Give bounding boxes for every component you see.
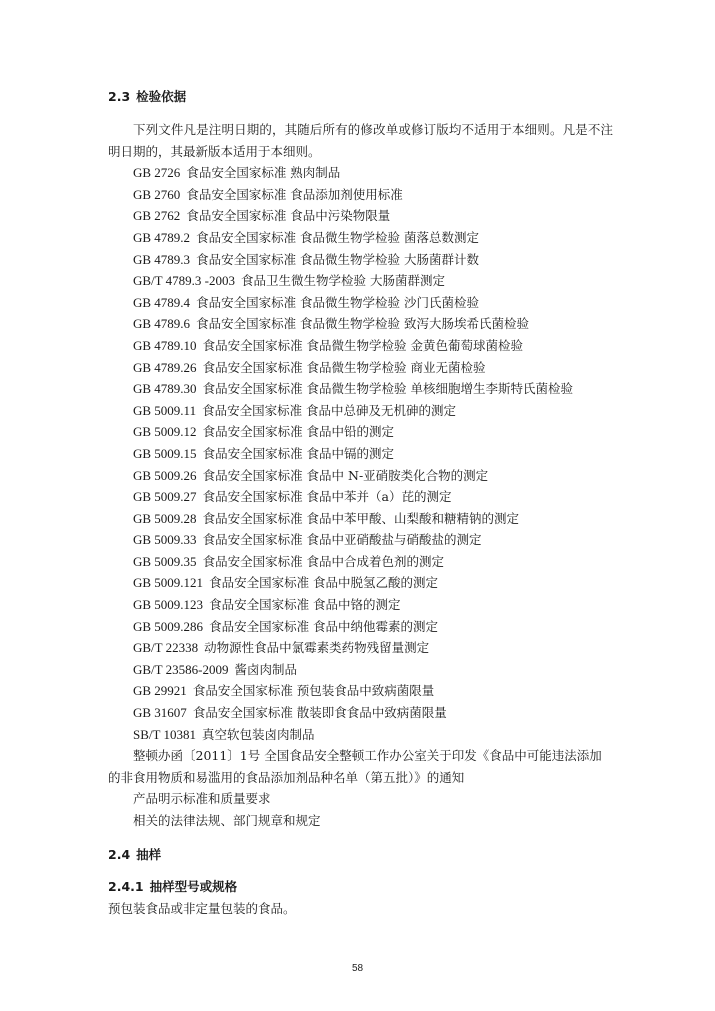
reference-code: GB 29921	[133, 683, 187, 699]
reference-code: GB 2762	[133, 208, 181, 224]
reference-code: GB 5009.35	[133, 553, 197, 569]
reference-code: GB 5009.15	[133, 445, 197, 461]
reference-item	[108, 162, 613, 184]
reference-title: 食品安全国家标准 食品中 N-亚硝胺类化合物的测定	[202, 467, 489, 483]
reference-code: GB 5009.286	[133, 618, 204, 634]
reference-item	[108, 270, 613, 292]
section-title: 检验依据	[136, 89, 187, 104]
reference-item	[108, 292, 613, 314]
section-title: 抽样型号或规格	[149, 878, 238, 894]
reference-item	[108, 421, 613, 443]
reference-list	[108, 162, 613, 745]
reference-title: 食品卫生微生物学检验 大肠菌群测定	[240, 273, 445, 289]
section-number: 2.4.1	[108, 878, 144, 894]
reference-item	[108, 465, 613, 487]
extra-line-product-standard: 产品明示标准和质量要求	[133, 791, 271, 807]
reference-item	[108, 249, 613, 271]
reference-title: 食品安全国家标准 食品微生物学检验 大肠菌群计数	[196, 251, 480, 267]
reference-item	[108, 378, 613, 400]
section-number: 2.4	[108, 846, 131, 862]
reference-title: 食品安全国家标准 食品微生物学检验 单核细胞增生李斯特氏菌检验	[202, 381, 574, 397]
document-page	[108, 86, 613, 919]
reference-title: 食品安全国家标准 食品中脱氢乙酸的测定	[209, 575, 439, 591]
reference-title: 食品安全国家标准 食品中苯并（a）芘的测定	[202, 489, 452, 505]
reference-title: 食品安全国家标准 食品添加剂使用标准	[186, 186, 403, 202]
reference-title: 动物源性食品中氯霉素类药物残留量测定	[204, 640, 430, 656]
reference-code: GB 2760	[133, 186, 181, 202]
reference-item	[108, 335, 613, 357]
reference-title: 食品安全国家标准 食品中镉的测定	[202, 445, 395, 461]
reference-title: 食品安全国家标准 食品中污染物限量	[186, 208, 391, 224]
reference-title: 酱卤肉制品	[234, 661, 297, 677]
reference-code: GB 4789.3	[133, 251, 191, 267]
section-2-4-1-heading	[108, 876, 613, 898]
reference-item	[108, 616, 613, 638]
reference-code: GB 5009.11	[133, 402, 197, 418]
reference-title: 食品安全国家标准 熟肉制品	[186, 165, 341, 181]
intro-paragraph: 下列文件凡是注明日期的，其随后所有的修改单或修订版均不适用于本细则。凡是不注明日期的，其最新版本适用于本细则。	[108, 122, 613, 159]
reference-item	[108, 184, 613, 206]
reference-title: 食品安全国家标准 食品中铬的测定	[209, 597, 401, 613]
reference-code: GB 4789.26	[133, 359, 197, 375]
page-number: 58	[351, 963, 364, 974]
reference-item	[108, 508, 613, 530]
reference-title: 真空软包装卤肉制品	[201, 726, 315, 742]
extra-line-laws: 相关的法律法规、部门规章和规定	[133, 813, 321, 828]
reference-code: GB/T 4789.3 -2003	[133, 273, 235, 289]
reference-code: GB 2726	[133, 165, 181, 181]
reference-title: 食品安全国家标准 食品中总砷及无机砷的测定	[202, 402, 457, 418]
reference-code: GB 5009.12	[133, 424, 197, 440]
reference-code: GB 4789.30	[133, 381, 197, 397]
reference-item	[108, 486, 613, 508]
reference-item	[108, 702, 613, 724]
sampling-spec-text: 预包装食品或非定量包装的食品。	[108, 900, 296, 916]
reference-code: GB 5009.123	[133, 597, 204, 613]
reference-item	[108, 637, 613, 659]
reference-item	[108, 572, 613, 594]
reference-title: 食品安全国家标准 食品中合成着色剂的测定	[202, 553, 445, 569]
reference-title: 食品安全国家标准 食品微生物学检验 商业无菌检验	[202, 359, 486, 375]
reference-code: GB 5009.121	[133, 575, 204, 591]
reference-code: GB/T 22338	[133, 640, 199, 656]
reference-title: 食品安全国家标准 食品微生物学检验 菌落总数测定	[196, 229, 480, 245]
reference-code: GB 4789.6	[133, 316, 191, 332]
reference-code: GB 5009.33	[133, 532, 197, 548]
reference-code: SB/T 10381	[133, 726, 196, 742]
reference-code: GB 4789.4	[133, 294, 191, 310]
reference-title: 食品安全国家标准 食品中亚硝酸盐与硝酸盐的测定	[202, 532, 482, 548]
section-2-3-heading	[108, 86, 613, 108]
section-2-4-heading	[108, 844, 613, 866]
reference-title: 食品安全国家标准 食品中苯甲酸、山梨酸和糖精钠的测定	[202, 510, 520, 526]
reference-title: 食品安全国家标准 食品微生物学检验 沙门氏菌检验	[196, 294, 480, 310]
reference-code: GB 4789.10	[133, 337, 197, 353]
reference-title: 食品安全国家标准 散装即食食品中致病菌限量	[192, 705, 447, 721]
reference-title: 食品安全国家标准 食品微生物学检验 致泻大肠埃希氏菌检验	[196, 316, 530, 332]
reference-code: GB 5009.28	[133, 510, 197, 526]
reference-item	[108, 529, 613, 551]
reference-item	[108, 443, 613, 465]
notice-paragraph: 整顿办函〔2011〕1号 全国食品安全整顿工作办公室关于印发《食品中可能违法添加的非食用物质和易滥用的食品添加剂品种名单（第五批）》的通知	[108, 748, 602, 785]
reference-title: 食品安全国家标准 食品中铅的测定	[202, 424, 395, 440]
reference-title: 食品安全国家标准 食品微生物学检验 金黄色葡萄球菌检验	[202, 337, 524, 353]
reference-item	[108, 551, 613, 573]
reference-item	[108, 357, 613, 379]
reference-item	[108, 724, 613, 746]
section-title: 抽样	[136, 846, 162, 862]
reference-code: GB 5009.26	[133, 467, 197, 483]
reference-item	[108, 680, 613, 702]
reference-item	[108, 594, 613, 616]
reference-item	[108, 313, 613, 335]
reference-code: GB 4789.2	[133, 229, 191, 245]
reference-item	[108, 400, 613, 422]
reference-item	[108, 227, 613, 249]
section-number: 2.3	[108, 89, 131, 104]
reference-item	[108, 659, 613, 681]
reference-code: GB 5009.27	[133, 489, 197, 505]
reference-title: 食品安全国家标准 预包装食品中致病菌限量	[192, 683, 435, 699]
reference-item	[108, 205, 613, 227]
reference-code: GB/T 23586-2009	[133, 661, 229, 677]
reference-code: GB 31607	[133, 705, 187, 721]
reference-title: 食品安全国家标准 食品中纳他霉素的测定	[209, 618, 439, 634]
